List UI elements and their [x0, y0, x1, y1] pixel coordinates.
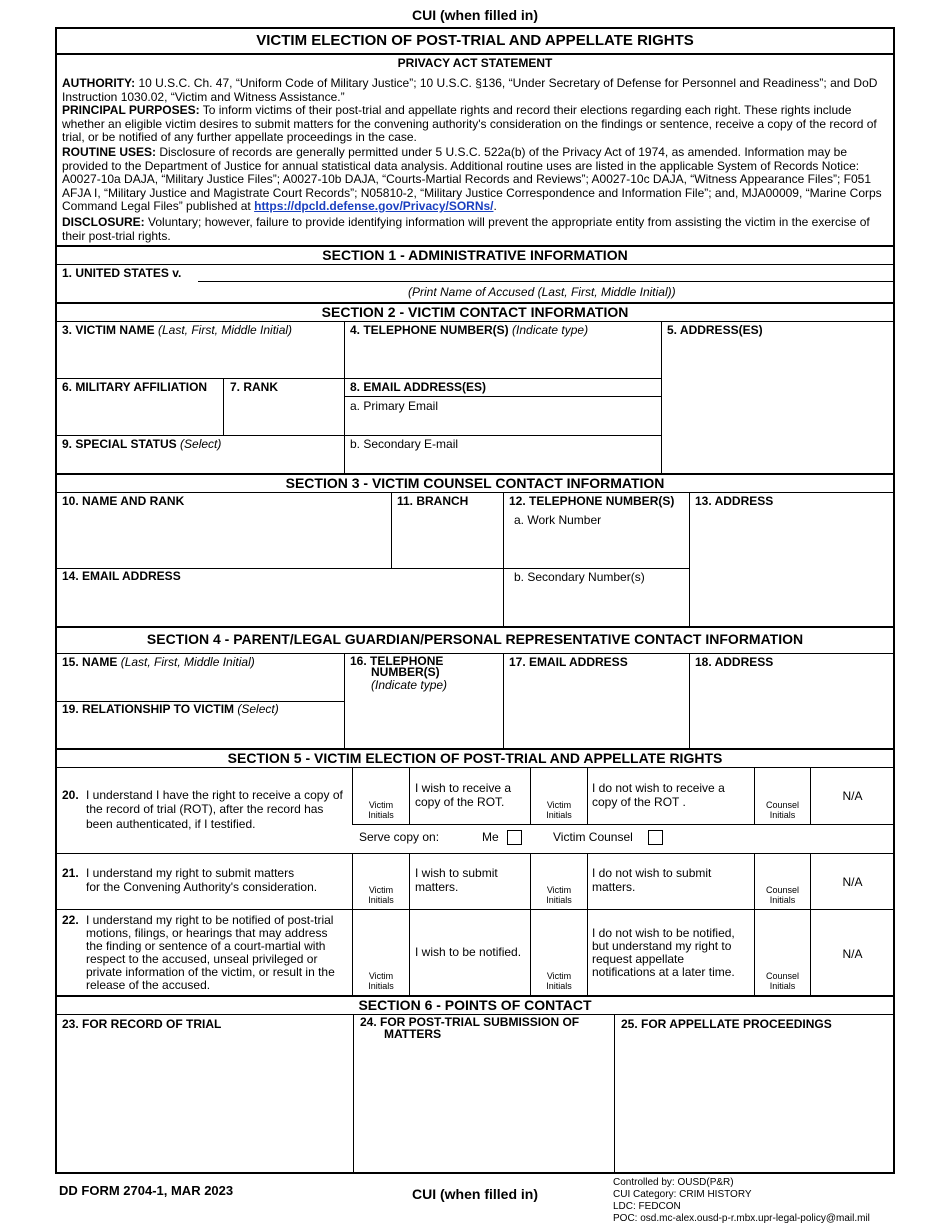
post-trial-poc-input[interactable] — [355, 1043, 612, 1171]
field-25-label: 25. FOR APPELLATE PROCEEDINGS — [621, 1017, 832, 1031]
row-22-number: 22. — [62, 913, 79, 927]
serve-victim-counsel-label: Victim Counsel — [553, 830, 633, 844]
victim-initials-label: Victim Initials — [368, 971, 394, 991]
field-17-label: 17. EMAIL ADDRESS — [509, 655, 628, 669]
row-20-yes-text-2: copy of the ROT. — [415, 795, 505, 809]
row-20-counsel-initials[interactable] — [755, 768, 810, 798]
row-22-na: N/A — [842, 947, 863, 961]
counsel-initials-label: Counsel Initials — [765, 885, 800, 905]
field-4-label: 4. TELEPHONE NUMBER(S) (Indicate type) — [350, 323, 589, 337]
cui-header: CUI (when filled in) — [412, 7, 538, 23]
field-9-label: 9. SPECIAL STATUS (Select) — [62, 437, 222, 451]
row-21-text-1: I understand my right to submit matters — [86, 866, 295, 880]
disclosure-paragraph: DISCLOSURE: Voluntary; however, failure to provide identifying information will prevent the appropriate entity from assisting the victim in the exercise of their post-trial rights. — [62, 215, 870, 243]
row-21-na: N/A — [842, 875, 863, 889]
cui-footer: CUI (when filled in) — [412, 1186, 538, 1202]
guardian-phone-input[interactable] — [346, 694, 501, 746]
primary-email-label: a. Primary Email — [350, 399, 439, 413]
field-24-label: 24. FOR POST-TRIAL SUBMISSION OF — [360, 1015, 580, 1029]
controlled-by: Controlled by: OUSD(P&R) — [613, 1177, 734, 1188]
row-21-no-text-1: I do not wish to submit — [592, 866, 712, 880]
field-8-label: 8. EMAIL ADDRESS(ES) — [350, 380, 487, 394]
row-21-text-2: for the Convening Authority's consideration. — [86, 880, 318, 894]
row-20-no-text-1: I do not wish to receive a — [592, 781, 725, 795]
row-21-yes-text-1: I wish to submit — [415, 866, 498, 880]
field-12-label: 12. TELEPHONE NUMBER(S) — [509, 494, 675, 508]
secondary-email-label: b. Secondary E-mail — [350, 437, 459, 451]
row-21-number: 21. — [62, 866, 79, 880]
authority-paragraph: AUTHORITY: 10 U.S.C. Ch. 47, “Uniform Code of Military Justice”; 10 U.S.C. §136, “Under Secretary of Defense for Personnel and Readiness”; and DoD Instruction 1030.02, “Victim and Witness Assistance.” — [62, 76, 878, 104]
guardian-address-input[interactable] — [691, 671, 892, 746]
secondary-number-input[interactable] — [505, 585, 687, 624]
work-number-label: a. Work Number — [514, 513, 602, 527]
special-status-select[interactable] — [58, 452, 342, 472]
privacy-heading: PRIVACY ACT STATEMENT — [397, 56, 553, 70]
victim-address-input[interactable] — [663, 339, 892, 472]
victim-initials-label: Victim Initials — [546, 800, 572, 820]
row-20-victim-initials-no[interactable] — [531, 768, 587, 798]
field-3-label: 3. VICTIM NAME (Last, First, Middle Initial) — [62, 323, 293, 337]
field-11-label: 11. BRANCH — [397, 494, 469, 508]
serve-victim-counsel-checkbox[interactable] — [648, 830, 663, 845]
field-16-label: 16. TELEPHONE — [350, 654, 444, 668]
row-21-victim-initials-yes[interactable] — [353, 854, 409, 884]
section-5-title: SECTION 5 - VICTIM ELECTION OF POST-TRIAL AND APPELLATE RIGHTS — [227, 750, 723, 766]
counsel-branch-input[interactable] — [393, 510, 501, 566]
cui-category: CUI Category: CRIM HISTORY — [613, 1189, 752, 1200]
section-1-title: SECTION 1 - ADMINISTRATIVE INFORMATION — [322, 247, 628, 263]
routine-uses-paragraph: ROUTINE USES: Disclosure of records are generally permitted under 5 U.S.C. 522a(b) of the Privacy Act of 1974, as amended. Information may be provided to the Department of Justice for annual statistical data analysis. Additional routine uses are listed in the applicable System of Records Notice: A0027-10a DAJA, “Military Justice Files”; A0027-10b DAJA, “Courts-Martial Records and Reviews”; A0027-10c DAJA, “Witness Appearance Files”; F051 AFJA I, “Military Justice and Magistrate Court Records”; N05810-2, “Military Justice Correspondence and Information File”; and, MJA00009, “Marine Corps Command Legal Files” published at https://dpcld.defense.gov/Privacy/SORNs/. — [62, 145, 882, 213]
serve-copy-label: Serve copy on: — [359, 830, 440, 844]
victim-initials-label: Victim Initials — [546, 971, 572, 991]
row-22-counsel-initials[interactable] — [755, 910, 810, 968]
section-2-title: SECTION 2 - VICTIM CONTACT INFORMATION — [321, 304, 629, 320]
row-20-yes-text-1: I wish to receive a — [415, 781, 512, 795]
field-1-hint: (Print Name of Accused (Last, First, Middle Initial)) — [408, 285, 676, 299]
work-number-input[interactable] — [505, 528, 687, 566]
row-20-text-1: I understand I have the right to receive a copy of — [86, 788, 343, 802]
counsel-address-input[interactable] — [691, 510, 892, 624]
sorn-link[interactable]: https://dpcld.defense.gov/Privacy/SORNs/ — [254, 199, 494, 213]
field-1-label: 1. UNITED STATES v. — [62, 266, 182, 280]
row-20-text-2: the record of trial (ROT), after the record has — [86, 802, 324, 816]
row-22-text-2: motions, filings, or hearings that may address — [86, 926, 328, 940]
secondary-number-label: b. Secondary Number(s) — [514, 570, 645, 584]
section-6-title: SECTION 6 - POINTS OF CONTACT — [358, 997, 592, 1013]
secondary-email-input[interactable] — [346, 452, 659, 472]
victim-name-input[interactable] — [58, 339, 342, 376]
row-21-counsel-initials[interactable] — [755, 854, 810, 884]
row-22-no-text-3: request appellate — [592, 952, 685, 966]
field-7-label: 7. RANK — [230, 380, 279, 394]
row-22-no-text-1: I do not wish to be notified, — [592, 926, 735, 940]
row-20-number: 20. — [62, 788, 79, 802]
victim-phone-input[interactable] — [346, 339, 659, 376]
field-15-label: 15. NAME (Last, First, Middle Initial) — [62, 655, 255, 669]
row-21-yes-text-2: matters. — [415, 880, 459, 894]
appellate-poc-input[interactable] — [616, 1033, 892, 1171]
poc-email: POC: osd.mc-alex.ousd-p-r.mbx.upr-legal-policy@mail.mil — [613, 1213, 870, 1224]
rank-input[interactable] — [225, 396, 342, 433]
counsel-initials-label: Counsel Initials — [765, 800, 800, 820]
row-22-text-1: I understand my right to be notified of post-trial — [86, 913, 334, 927]
guardian-name-input[interactable] — [58, 671, 342, 699]
row-22-text-3: the finding or sentence of a court-martial with — [86, 939, 326, 953]
victim-initials-label: Victim Initials — [368, 885, 394, 905]
section-4-title: SECTION 4 - PARENT/LEGAL GUARDIAN/PERSONAL REPRESENTATIVE CONTACT INFORMATION — [146, 631, 804, 647]
military-affiliation-select[interactable] — [58, 396, 221, 433]
guardian-email-input[interactable] — [505, 671, 687, 746]
field-14-label: 14. EMAIL ADDRESS — [62, 569, 181, 583]
field-24-label-2: MATTERS — [384, 1027, 442, 1041]
counsel-initials-label: Counsel Initials — [765, 971, 800, 991]
field-13-label: 13. ADDRESS — [695, 494, 774, 508]
field-16-label-2: NUMBER(S) — [371, 665, 440, 679]
serve-me-checkbox[interactable] — [507, 830, 522, 845]
field-5-label: 5. ADDRESS(ES) — [667, 323, 763, 337]
row-21-no-text-2: matters. — [592, 880, 636, 894]
accused-name-input[interactable] — [198, 265, 892, 281]
counsel-email-input[interactable] — [58, 585, 501, 624]
serve-me-label: Me — [482, 830, 499, 844]
row-22-text-4: respect to the accused, unseal privileged or — [86, 952, 318, 966]
row-22-text-5: private information of the victim, or result in the — [86, 965, 335, 979]
row-22-no-text-2: but understand my right to — [592, 939, 732, 953]
field-23-label: 23. FOR RECORD OF TRIAL — [62, 1017, 222, 1031]
relationship-select[interactable] — [58, 717, 342, 746]
row-22-victim-initials-yes[interactable] — [353, 910, 409, 968]
row-20-text-3: been authenticated, if I testified. — [86, 817, 256, 831]
primary-email-input[interactable] — [346, 413, 659, 433]
section-3-title: SECTION 3 - VICTIM COUNSEL CONTACT INFORMATION — [285, 475, 665, 491]
row-22-yes-text: I wish to be notified. — [415, 945, 522, 959]
field-16-hint: (Indicate type) — [371, 678, 448, 692]
row-22-text-6: release of the accused. — [86, 978, 211, 992]
purposes-paragraph: PRINCIPAL PURPOSES: To inform victims of their post-trial and appellate rights and record their elections regarding each right. These rights include whether an eligible victim desires to submit matters for the convening authority's consideration on the findings or sentence, receive a copy of the record of trial, or be notified of any further appellate proceedings in the case. — [62, 103, 877, 144]
form-number: DD FORM 2704-1, MAR 2023 — [59, 1183, 234, 1198]
row-22-victim-initials-no[interactable] — [531, 910, 587, 968]
row-20-no-text-2: copy of the ROT . — [592, 795, 686, 809]
victim-initials-label: Victim Initials — [546, 885, 572, 905]
counsel-name-rank-input[interactable] — [58, 510, 389, 566]
field-10-label: 10. NAME AND RANK — [62, 494, 185, 508]
row-21-victim-initials-no[interactable] — [531, 854, 587, 884]
field-6-label: 6. MILITARY AFFILIATION — [62, 380, 208, 394]
field-19-label: 19. RELATIONSHIP TO VICTIM (Select) — [62, 702, 279, 716]
record-of-trial-poc-input[interactable] — [58, 1033, 351, 1171]
form-title: VICTIM ELECTION OF POST-TRIAL AND APPELLATE RIGHTS — [256, 32, 694, 49]
row-22-no-text-4: notifications at a later time. — [592, 965, 735, 979]
field-18-label: 18. ADDRESS — [695, 655, 774, 669]
row-20-victim-initials-yes[interactable] — [353, 768, 409, 798]
ldc: LDC: FEDCON — [613, 1201, 681, 1212]
row-20-na: N/A — [842, 789, 863, 803]
victim-initials-label: Victim Initials — [368, 800, 394, 820]
